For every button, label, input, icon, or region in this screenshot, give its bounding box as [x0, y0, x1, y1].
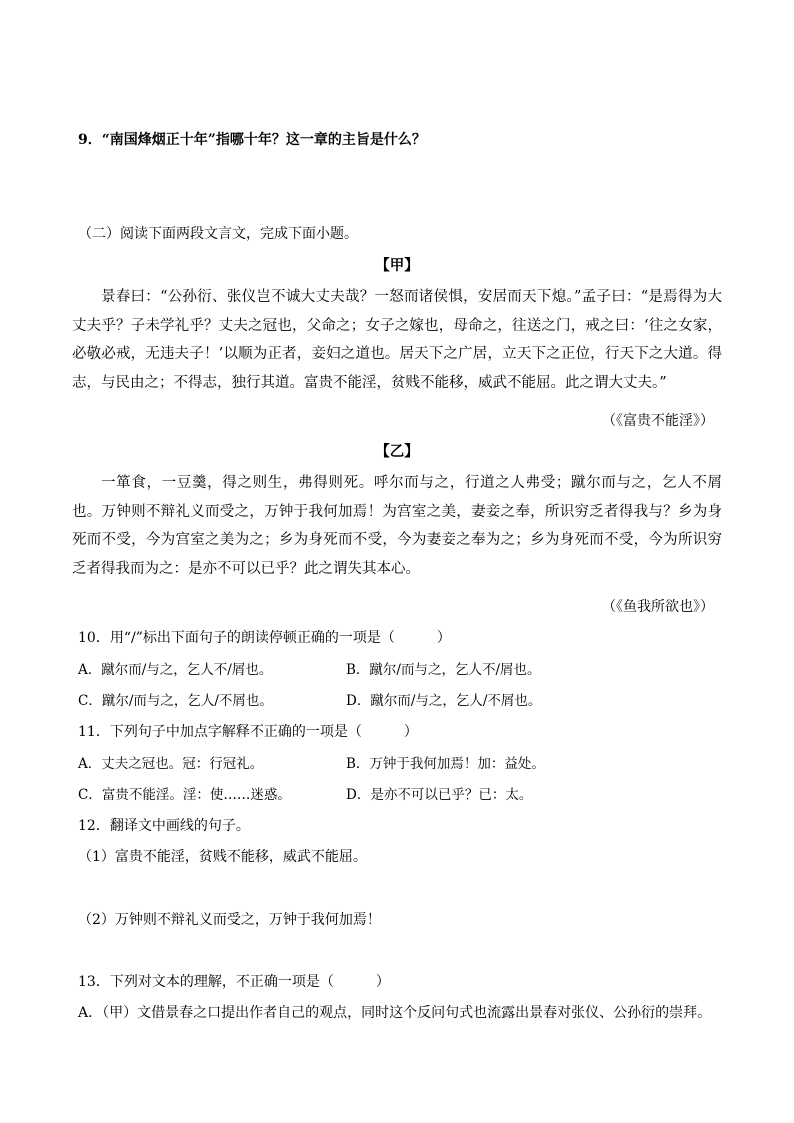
question-10-stem: 10．用“/”标出下面句子的朗读停顿正确的一项是（ ） — [78, 630, 451, 646]
question-11-option-b: B．万钟于我何加焉！加：益处。 — [346, 756, 545, 772]
question-12-stem: 12．翻译文中画线的句子。 — [78, 818, 250, 834]
question-12-sentence-1: （1）富贵不能淫，贫贱不能移，威武不能屈。 — [78, 849, 367, 865]
passage-b-heading: 【乙】 — [375, 443, 419, 460]
question-11-option-c: C．富贵不能淫。淫：使……迷惑。 — [78, 787, 291, 803]
passage-b-text: 一箪食，一豆羹，得之则生，弗得则死。呼尔而与之，行道之人弗受；蹴尔而与之，乞人不屑也。万钟则不辩礼义而受之，万钟于我何加焉！为宫室之美，妻妾之奉，所识穷乏者得我与？乡为身死而不受，今为宫室之美为之；乡为身死而不受，今为妻妾之奉为之；乡为身死而不受，今为所识穷乏者得我而为之：是亦不可以已乎？此之谓失其本心。 — [72, 475, 722, 577]
question-13-stem: 13．下列对文本的理解，不正确一项是（ ） — [78, 974, 390, 990]
question-11-option-a: A．丈夫之冠也。冠：行冠礼。 — [78, 756, 264, 772]
question-10-option-a: A．蹴尔而/与之，乞人不/屑也。 — [78, 662, 273, 678]
question-10-option-b: B．蹴尔/而与之，乞人不/屑也。 — [346, 662, 541, 678]
passage-b-source: （《鱼我所欲也》） — [602, 599, 714, 615]
question-13-option-a: A．（甲）文借景春之口提出作者自己的观点，同时这个反问句式也流露出景春对张仪、公孙衍的崇拜。 — [78, 1005, 712, 1021]
question-9: 9．“南国烽烟正十年”指哪十年？这一章的主旨是什么？ — [78, 132, 426, 148]
question-10-option-d: D．蹴尔而/与之，乞人/不屑也。 — [346, 693, 542, 709]
passage-a-heading: 【甲】 — [375, 257, 419, 274]
passage-a-text: 景春曰：“公孙衍、张仪岂不诚大丈夫哉？一怒而诸侯惧，安居而天下熄。”孟子曰：“是焉得为大丈夫乎？子未学礼乎？丈夫之冠也，父命之；女子之嫁也，母命之，往送之门，戒之曰：‘往之女家，必敬必戒，无违夫子！’以顺为正者，妾妇之道也。居天下之广居，立天下之正位，行天下之大道。得志，与民由之；不得志，独行其道。富贵不能淫，贫贱不能移，威武不能屈。此之谓大丈夫。” — [72, 289, 722, 391]
passage-a-source: （《富贵不能淫》） — [602, 413, 714, 429]
question-11-stem: 11．下列句子中加点字解释不正确的一项是（ ） — [78, 724, 418, 740]
section-2-intro: （二）阅读下面两段文言文，完成下面小题。 — [78, 226, 358, 242]
question-10-option-c: C．蹴尔/而与之，乞人/不屑也。 — [78, 693, 273, 709]
question-12-sentence-2: （2）万钟则不辩礼义而受之，万钟于我何加焉！ — [78, 912, 381, 928]
question-11-option-d: D．是亦不可以已乎？已：太。 — [346, 787, 533, 803]
